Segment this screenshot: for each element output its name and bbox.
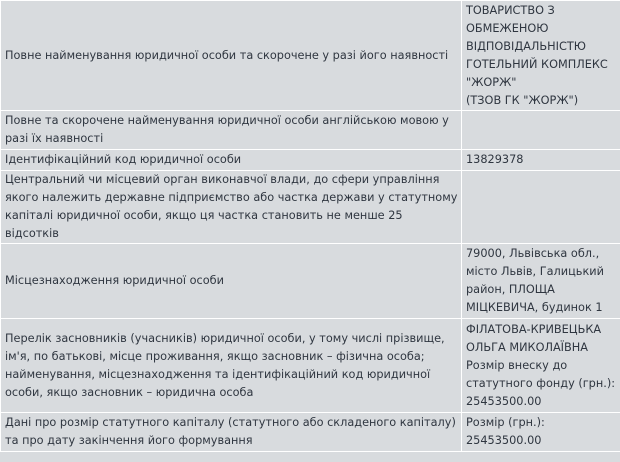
row-governing-body — [1, 171, 620, 244]
value-line: Розмір (грн.): — [466, 416, 545, 429]
value-line: Розмір внеску до — [466, 358, 568, 372]
row-label: Перелік засновників (учасників) юридичної особи, у тому числі прізвище, ім'я, по батькові, місце проживання, якщо засновник – фізична особа; найменування, місцезнаходження та ідентифікаційний код юридичної особи, якщо засновник – юридична особа — [1, 319, 462, 413]
row-value — [462, 413, 620, 452]
row-id-code — [1, 150, 620, 171]
value-line: район, ПЛОЩА — [466, 283, 555, 296]
value-line: 25453500.00 — [466, 434, 542, 447]
row-label: Місцезнаходження юридичної особи — [1, 244, 462, 319]
row-value — [462, 244, 620, 319]
value-line: 79000, Львівська обл., — [466, 247, 600, 260]
value-line: МІЦКЕВИЧА, будинок 1 — [466, 301, 603, 314]
row-label: Ідентифікаційний код юридичної особи — [1, 150, 462, 171]
row-full-name — [1, 1, 620, 111]
value-line: "ЖОРЖ" — [466, 75, 517, 89]
value-line: ФІЛАТОВА-КРИВЕЦЬКА — [466, 322, 602, 336]
row-value — [462, 171, 620, 244]
row-label: Повне найменування юридичної особи та скорочене у разі його наявності — [1, 1, 462, 111]
row-label: Дані про розмір статутного капіталу (статутного або складеного капіталу) та про дату закінчення його формування — [1, 413, 462, 452]
value-line: ТОВАРИСТВО З — [466, 3, 555, 17]
row-value — [462, 319, 620, 413]
row-english-name — [1, 111, 620, 150]
value-line: ГОТЕЛЬНИЙ КОМПЛЕКС — [466, 57, 608, 71]
value-line: (ТЗОВ ГК "ЖОРЖ") — [466, 93, 579, 107]
row-value — [462, 111, 620, 150]
value-line: 13829378 — [466, 153, 524, 166]
row-value — [462, 1, 620, 111]
value-line: ВІДПОВІДАЛЬНІСТЮ — [466, 39, 586, 53]
value-line: ОЛЬГА МИКОЛАЇВНА — [466, 340, 588, 354]
value-line: 25453500.00 — [466, 394, 542, 408]
row-label: Повне та скорочене найменування юридичної особи англійською мовою у разі їх наявності — [1, 111, 462, 150]
row-location — [1, 244, 620, 319]
value-line: ОБМЕЖЕНОЮ — [466, 21, 549, 35]
value-line: місто Львів, Галицький — [466, 265, 604, 278]
row-founders — [1, 319, 620, 413]
row-label: Центральний чи місцевий орган виконавчої влади, до сфери управління якого належить державне підприємство або частка держави у статутному капіталі юридичної особи, якщо ця частка становить не менше 25 відсотків — [1, 171, 462, 244]
row-capital — [1, 413, 620, 452]
value-line: статутного фонду (грн.): — [466, 376, 616, 390]
row-value — [462, 150, 620, 171]
